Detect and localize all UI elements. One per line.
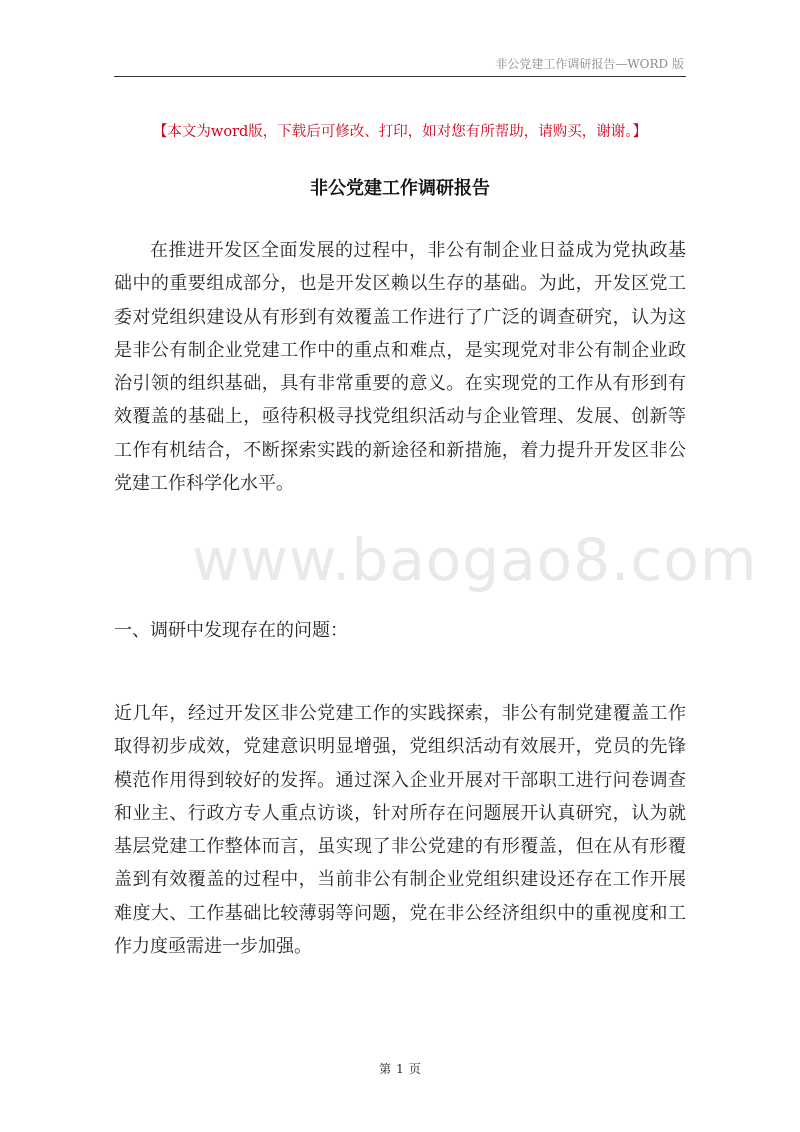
footer-prefix: 第 xyxy=(379,1062,392,1076)
footer-suffix: 页 xyxy=(408,1062,421,1076)
page-number: 1 xyxy=(396,1062,404,1076)
page-header xyxy=(114,50,686,77)
page-footer xyxy=(0,1060,800,1077)
purchase-notice: 【本文为word版，下载后可修改、打印，如对您有所帮助，请购买，谢谢。】 xyxy=(152,124,648,140)
header-title: 非公党建工作调研报告—WORD 版 xyxy=(495,57,684,71)
section-body-paragraph: 近几年，经过开发区非公党建工作的实践探索，非公有制党建覆盖工作取得初步成效，党建意识明显增强，党组织活动有效展开，党员的先锋模范作用得到较好的发挥。通过深入企业开展对干部职工进行问卷调查和业主、行政方专人重点访谈，针对所存在问题展开认真研究，认为就基层党建工作整体而言，虽实现了非公党建的有形覆盖，但在从有形覆盖到有效覆盖的过程中，当前非公有制企业党组织建设还存在工作开展难度大、工作基础比较薄弱等问题，党在非公经济组织中的重视度和工作力度亟需进一步加强。 xyxy=(114,703,686,958)
watermark: www.baogao8.com xyxy=(192,526,758,594)
document-title: 非公党建工作调研报告 xyxy=(310,178,490,199)
section-heading: 一、调研中发现存在的问题： xyxy=(114,620,348,641)
intro-paragraph: 在推进开发区全面发展的过程中，非公有制企业日益成为党执政基础中的重要组成部分，也是开发区赖以生存的基础。为此，开发区党工委对党组织建设从有形到有效覆盖工作进行了广泛的调查研究，认为这是非公有制企业党建工作中的重点和难点，是实现党对非公有制企业政治引领的组织基础，具有非常重要的意义。在实现党的工作从有形到有效覆盖的基础上，亟待积极寻找党组织活动与企业管理、发展、创新等工作有机结合，不断探索实践的新途径和新措施，着力提升开发区非公党建工作科学化水平。 xyxy=(114,240,686,495)
